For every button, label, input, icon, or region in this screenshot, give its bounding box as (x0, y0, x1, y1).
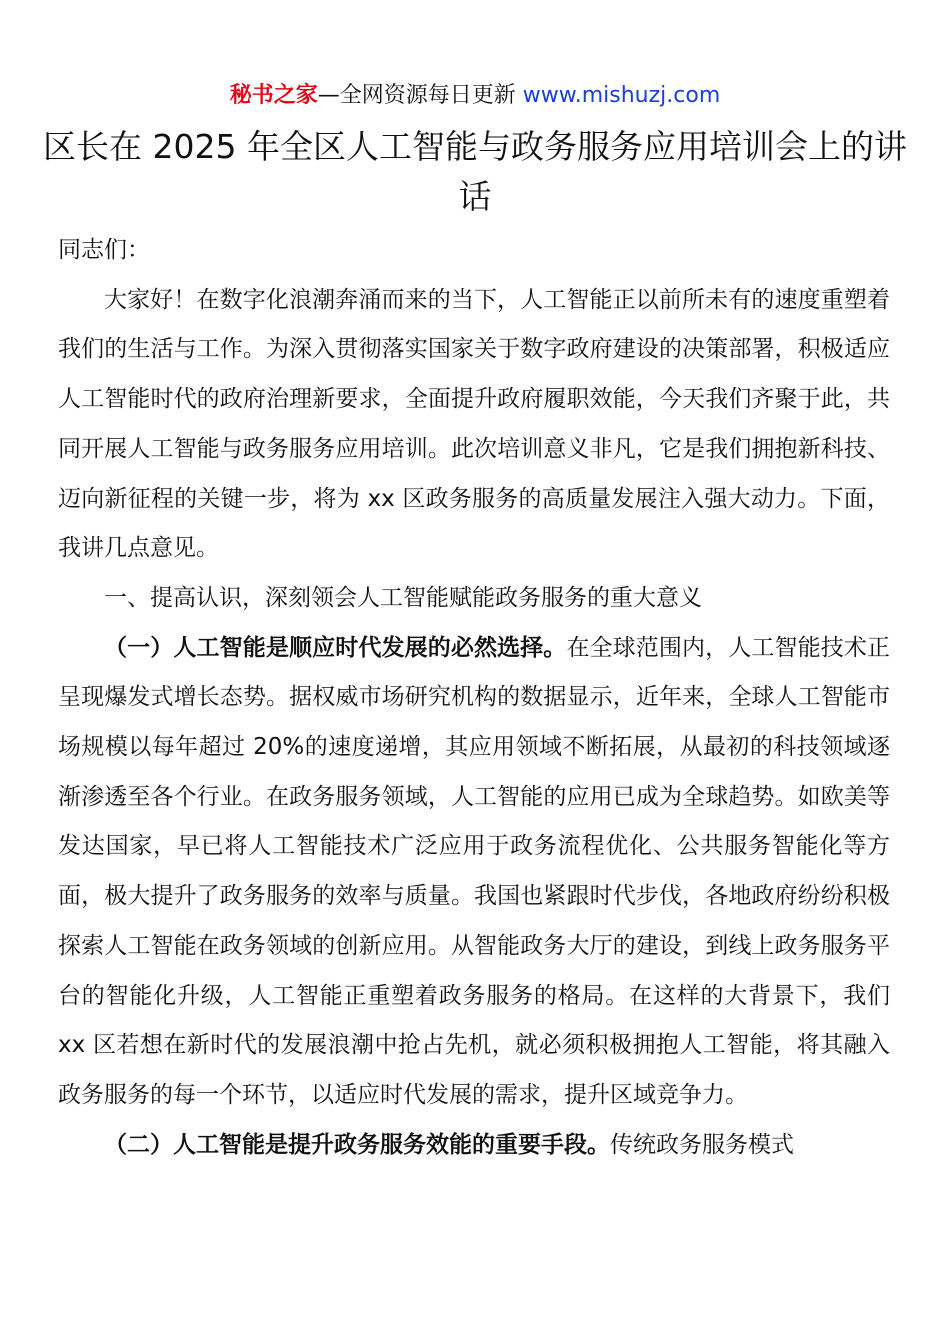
document-body (58, 226, 890, 1170)
section-1-paragraph (58, 624, 890, 1121)
section-2-lead: （二）人工智能是提升政务服务效能的重要手段。 (104, 1131, 610, 1158)
banner-tagline: —全网资源每日更新 (317, 83, 523, 108)
salutation: 同志们： (58, 237, 150, 263)
section-2-paragraph (58, 1121, 890, 1171)
section-2-text: 传统政务服务模式 (610, 1131, 794, 1158)
document-title: 区长在 2025 年全区人工智能与政务服务应用培训会上的讲话 (43, 127, 907, 216)
section-heading-1: 一、提高认识，深刻领会人工智能赋能政务服务的重大意义 (104, 584, 702, 611)
site-url-link[interactable]: www.mishuzj.com (522, 83, 721, 108)
brand-name: 秘书之家 (229, 83, 318, 108)
section-1-text: 在全球范围内，人工智能技术正呈现爆发式增长态势。据权威市场研究机构的数据显示，近年来，全球人工智能市场规模以每年超过 20%的速度递增，其应用领域不断拓展，从最初的科技领域逐渐渗透至各个行业。在政务服务领域，人工智能的应用已成为全球趋势。如欧美等发达国家，早已将人工智能技术广泛应用于政务流程优化、公共服务智能化等方面，极大提升了政务服务的效率与质量。我国也紧跟时代步伐，各地政府纷纷积极探索人工智能在政务领域的创新应用。从智能政务大厅的建设，到线上政务服务平台的智能化升级，人工智能正重塑着政务服务的格局。在这样的大背景下，我们 xx 区若想在新时代的发展浪潮中抢占先机，就必须积极拥抱人工智能，将其融入政务服务的每一个环节，以适应时代发展的需求，提升区域竞争力。 (58, 634, 891, 1108)
site-banner (0, 80, 950, 112)
opening-paragraph: 大家好！在数字化浪潮奔涌而来的当下，人工智能正以前所未有的速度重塑着我们的生活与工作。为深入贯彻落实国家关于数字政府建设的决策部署，积极适应人工智能时代的政府治理新要求，全面提升政府履职效能，今天我们齐聚于此，共同开展人工智能与政务服务应用培训。此次培训意义非凡，它是我们拥抱新科技、迈向新征程的关键一步，将为 xx 区政务服务的高质量发展注入强大动力。下面，我讲几点意见。 (58, 286, 890, 562)
section-1-lead: （一）人工智能是顺应时代发展的必然选择。 (104, 634, 567, 661)
